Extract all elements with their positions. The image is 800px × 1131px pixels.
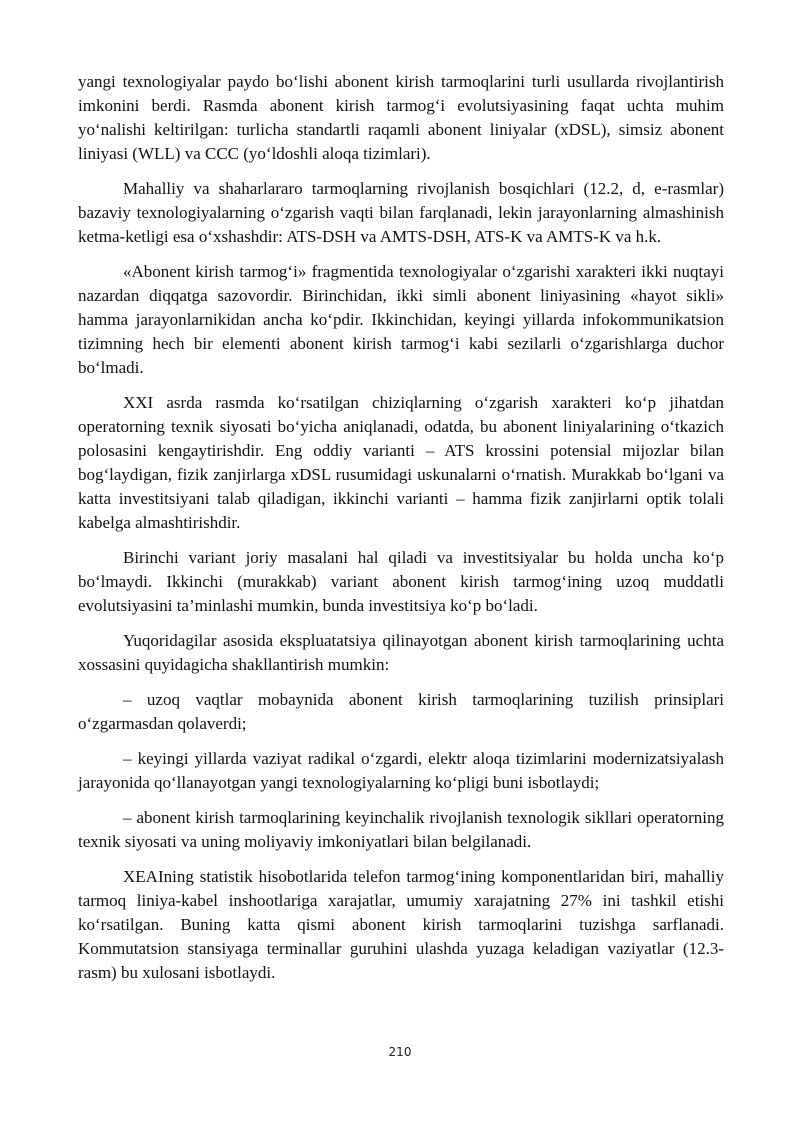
list-item-property-2: – keyingi yillarda vaziyat radikal o‘zgardi, elektr aloqa tizimlarini modernizatsiyalash jarayonida qo‘llanayotgan yangi texnologiyalarning ko‘pligi buni isbotlaydi; bbox=[78, 749, 724, 792]
paragraph-intro-continuation: yangi texnologiyalar paydo bo‘lishi abonent kirish tarmoqlarini turli usullarda rivojlantirish imkonini berdi. Rasmda abonent kirish tarmog‘i evolutsiyasining faqat uchta muhim yo‘nalishi keltirilgan: turlicha standartli raqamli abonent liniyalar (xDSL), simsiz abonent liniyasi (WLL) va CCC (yo‘ldoshli aloqa tizimlari). bbox=[78, 72, 724, 163]
page-body bbox=[78, 70, 724, 996]
paragraph-three-properties-intro: Yuqoridagilar asosida ekspluatatsiya qilinayotgan abonent kirish tarmoqlarining uchta xossasini quyidagicha shakllantirish mumkin: bbox=[78, 631, 724, 674]
paragraph-access-network-fragment: «Abonent kirish tarmog‘i» fragmentida texnologiyalar o‘zgarishi xarakteri ikki nuqtayi nazardan diqqatga sazovordir. Birinchidan, ikki simli abonent liniyasining «hayot sikli» hamma jarayonlarnikidan ancha ko‘pdir. Ikkinchidan, keyingi yillarda infokommunikatsion tizimning hech bir elementi abonent kirish tarmog‘i kabi sezilarli o‘zgarishlarga duchor bo‘lmadi. bbox=[78, 262, 724, 377]
paragraph-statistics: XEAIning statistik hisobotlarida telefon tarmog‘ining komponentlaridan biri, mahalliy tarmoq liniya-kabel inshootlariga xarajatlar, umumiy xarajatning 27% ini tashkil etishi ko‘rsatilgan. Buning katta qismi abonent kirish tarmoqlarini tuzishga sarflanadi. Kommutatsion stansiyaga terminallar guruhini ulashda yuzaga keladigan vaziyatlar (12.3-rasm) bu xulosani isbotlaydi. bbox=[78, 867, 724, 982]
page-number: 210 bbox=[388, 1045, 412, 1059]
paragraph-first-variant: Birinchi variant joriy masalani hal qiladi va investitsiyalar bu holda uncha ko‘p bo‘lmaydi. Ikkinchi (murakkab) variant abonent kirish tarmog‘ining uzoq muddatli evolutsiyasini ta’minlashi mumkin, bunda investitsiya ko‘p bo‘ladi. bbox=[78, 548, 724, 615]
paragraph-xxi-century: XXI asrda rasmda ko‘rsatilgan chiziqlarning o‘zgarish xarakteri ko‘p jihatdan operatorning texnik siyosati bo‘yicha aniqlanadi, odatda, bu abonent liniyalarining o‘tkazich polosasini kengaytirishdir. Eng oddiy varianti – ATS krossini potensial mijozlar bilan bog‘laydigan, fizik zanjirlarga xDSL rusumidagi uskunalarni o‘rnatish. Murakkab bo‘lgani va katta investitsiyani talab qiladigan, ikkinchi varianti – hamma fizik zanjirlarni optik tolali kabelga almashtirishdir. bbox=[78, 393, 724, 532]
list-item-property-3: – abonent kirish tarmoqlarining keyinchalik rivojlanish texnologik sikllari operatorning texnik siyosati va uning moliyaviy imkoniyatlari bilan belgilanadi. bbox=[78, 808, 724, 851]
paragraph-development-stages: Mahalliy va shaharlararo tarmoqlarning rivojlanish bosqichlari (12.2, d, e-rasmlar) bazaviy texnologiyalarning o‘zgarish vaqti bilan farqlanadi, lekin jarayonlarning almashinish ketma-ketligi esa o‘xshashdir: ATS-DSH va AMTS-DSH, ATS-K va AMTS-K va h.k. bbox=[78, 179, 724, 246]
list-item-property-1: – uzoq vaqtlar mobaynida abonent kirish tarmoqlarining tuzilish prinsiplari o‘zgarmasdan qolaverdi; bbox=[78, 690, 724, 733]
